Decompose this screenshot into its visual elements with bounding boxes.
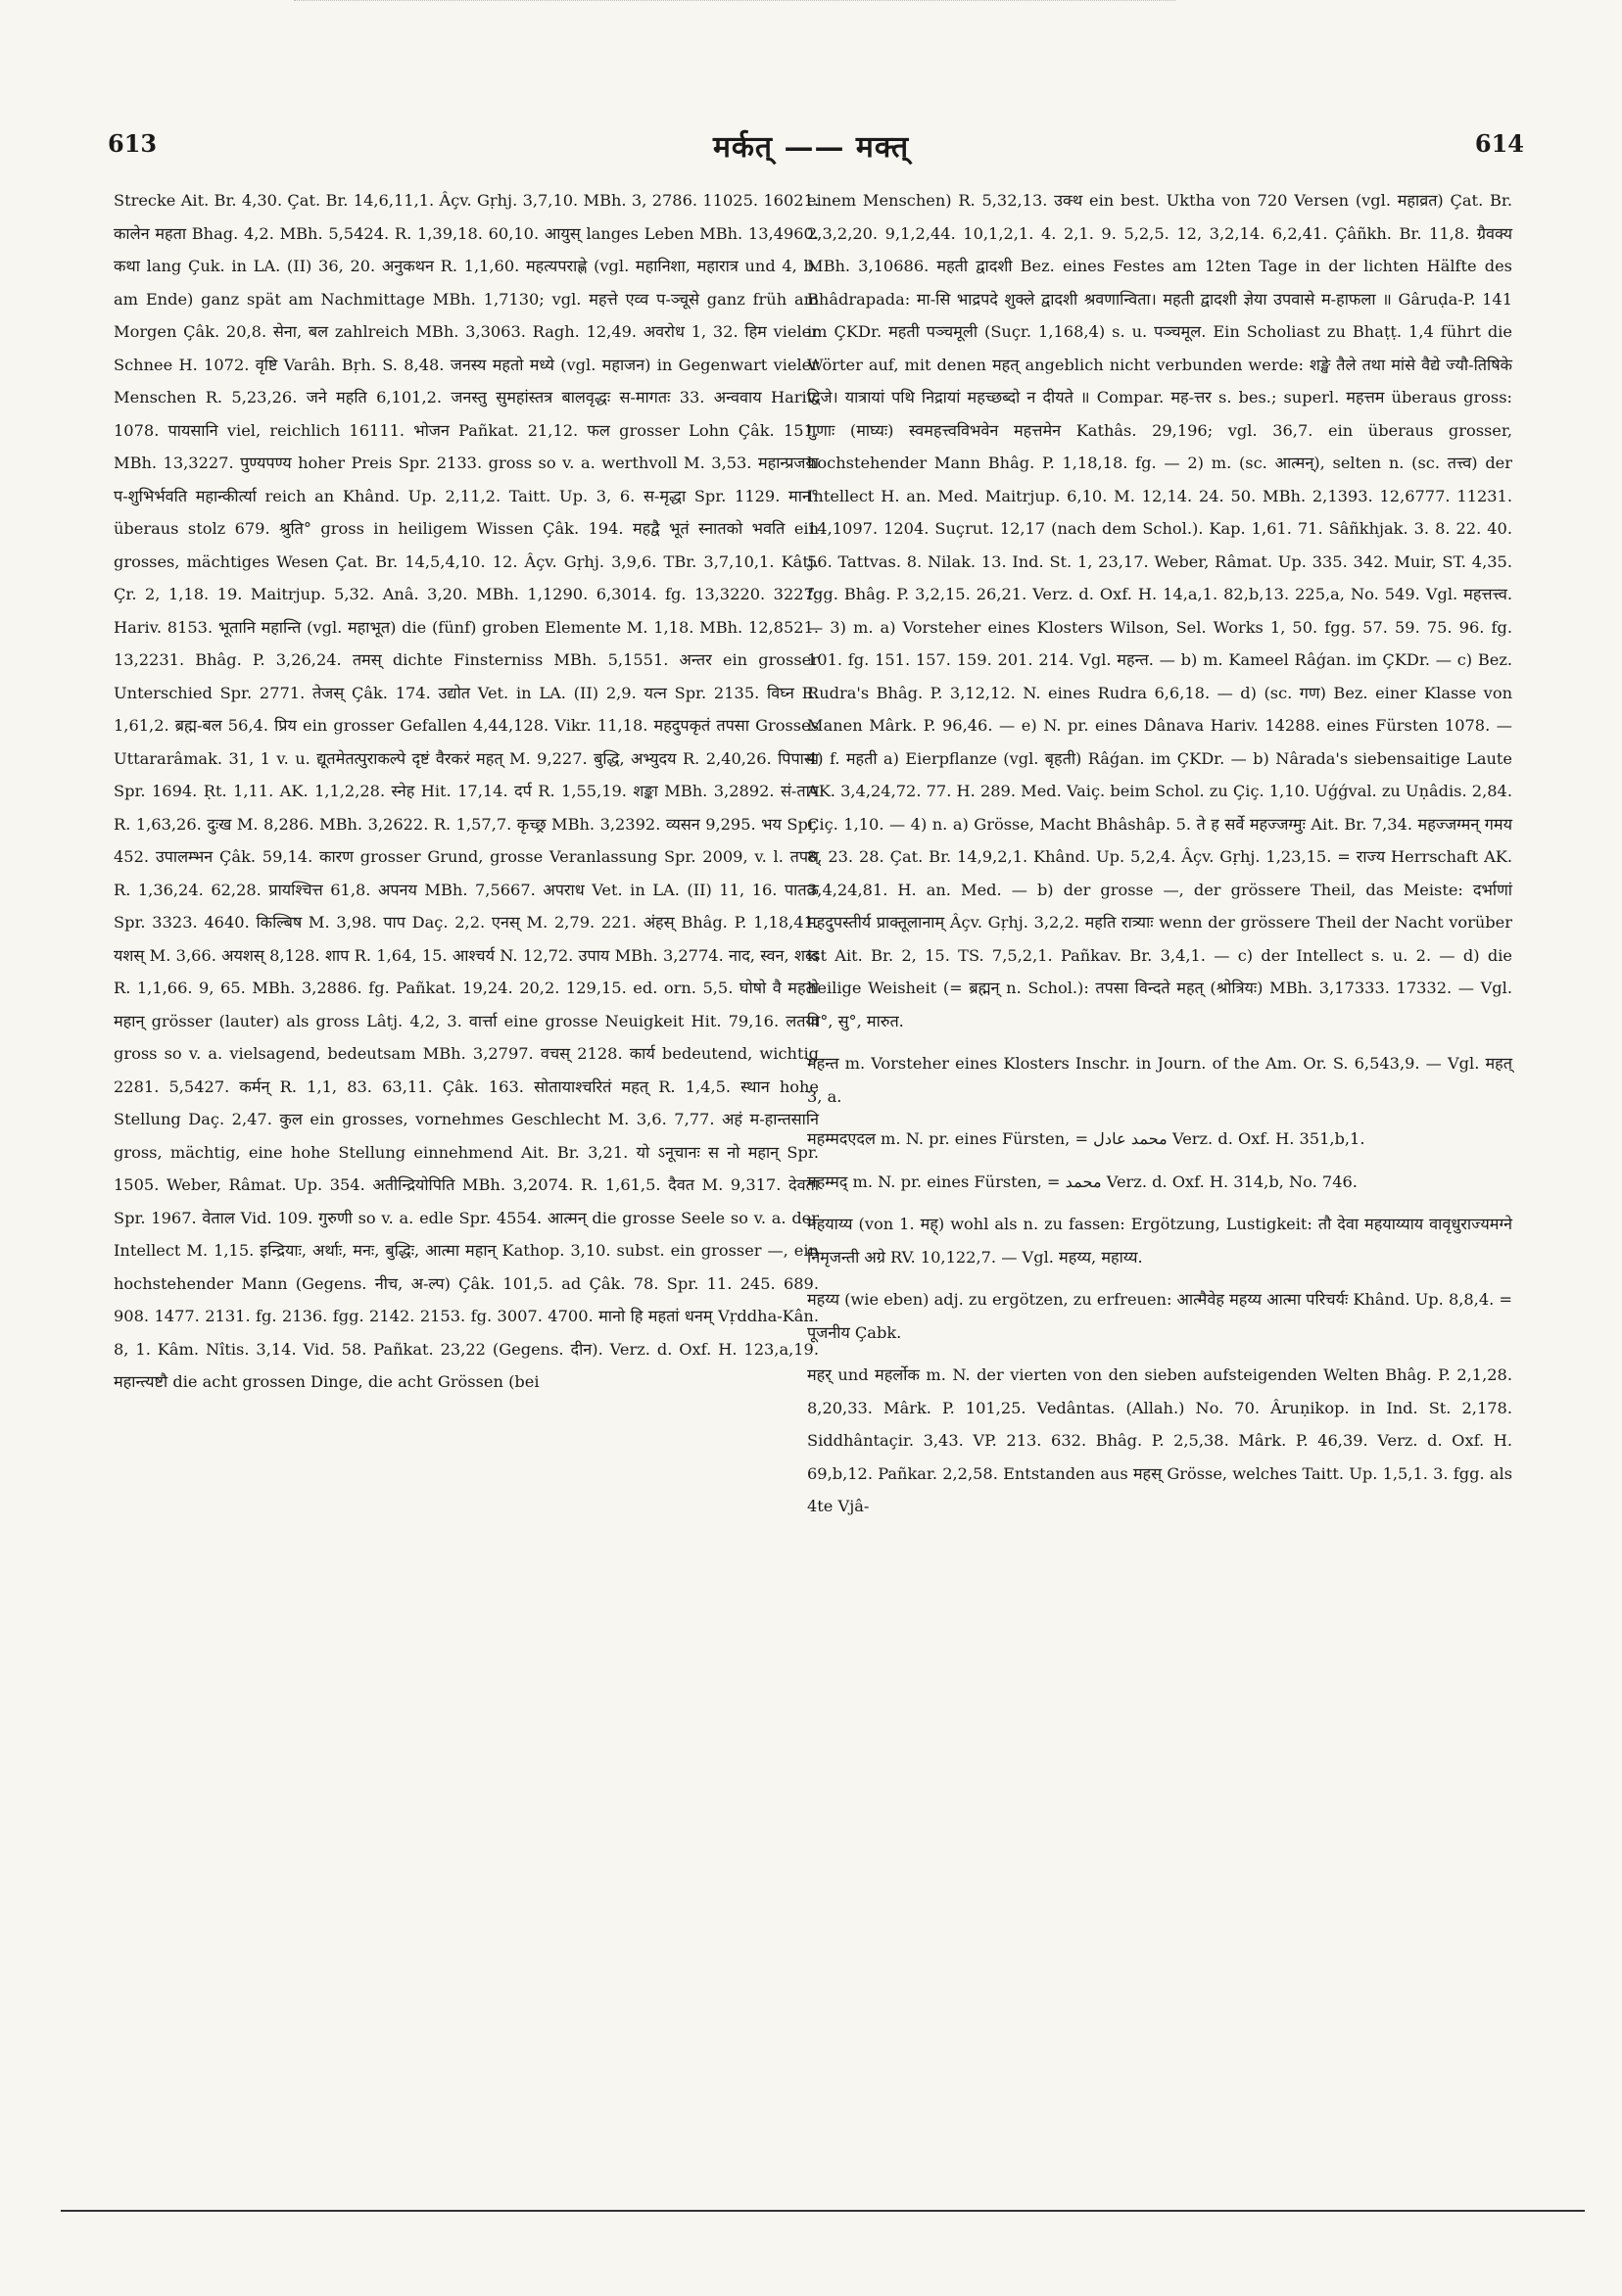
entry-mahanta: महन्त m. Vorsteher eines Klosters Inschr. in Journ. of the Am. Or. S. 6,543,9. — Vgl. महत् 3, a.: [807, 1054, 1512, 1106]
entry-mahammad: महम्मद् m. N. pr. eines Fürsten, = محمد Verz. d. Oxf. H. 314,b, No. 746.: [807, 1172, 1358, 1191]
scan-artifact: [294, 0, 1175, 11]
left-column: [114, 184, 819, 1399]
page-number-right: 614: [1474, 129, 1524, 158]
entry-text: Strecke Ait. Br. 4,30. Çat. Br. 14,6,11,1. Âçv. Gṛhj. 3,7,10. MBh. 3, 2786. 11025. 16021. कालेन महता Bhag. 4,2. MBh. 5,5424. R. 1,39,18. 60,10. आयुस् langes Leben MBh. 13,4960. कथा lang Çuk. in LA. (II) 36, 20. अनुकथन R. 1,1,60. महत्यपराह्णे (vgl. महानिशा, महारात्र und 4, b. am Ende) ganz spät am Nachmittage MBh. 1,7130; vgl. महत्ते एव्व प-ञ्चूसे ganz früh am Morgen Çâk. 20,8. सेना, बल zahlreich MBh. 3,3063. Ragh. 12,49. अवरोध 1, 32. हिम vieler Schnee H. 1072. वृष्टि Varâh. Bṛh. S. 8,48. जनस्य महतो मध्ये (vgl. महाजन) in Gegenwart vieler Menschen R. 5,23,26. जने महति 6,101,2. जनस्तु सुमहांस्तत्र बालवृद्धः स-मागतः 33. अन्ववाय Hariv. 1078. पायसानि viel, reichlich 16111. भोजन Pañkat. 21,12. फल grosser Lohn Çâk. 151. MBh. 13,3227. पुण्यपण्य hoher Preis Spr. 2133. gross so v. a. werthvoll M. 3,53. महान्प्रजया प-शुभिर्भवति महान्कीर्त्या reich an Khând. Up. 2,11,2. Taitt. Up. 3, 6. स-मृद्धा Spr. 1129. मान° überaus stolz 679. श्रुति° gross in heiligem Wissen Çâk. 194. महद्वै भूतं स्नातको भवति ein grosses, mächtiges Wesen Çat. Br. 14,5,4,10. 12. Âçv. Gṛhj. 3,9,6. TBr. 3,7,10,1. Kâtj. Çr. 2, 1,18. 19. Maitrjup. 5,32. Anâ. 3,20. MBh. 1,1290. 6,3014. fg. 13,3220. 3227. Hariv. 8153. भूतानि महान्ति (vgl. महाभूत) die (fünf) groben Elemente M. 1,18. MBh. 12,8521. 13,2231. Bhâg. P. 3,26,24. तमस् dichte Finsterniss MBh. 5,1551. अन्तर ein grosser Unterschied Spr. 2771. तेजस् Çâk. 174. उद्योत Vet. in LA. (II) 2,9. यत्न Spr. 2135. विघ्न R. 1,61,2. ब्रह्म-बल 56,4. प्रिय ein grosser Gefallen 4,44,128. Vikr. 11,18. महदुपकृतं तपसा Grosses Uttararâmak. 31, 1 v. u. द्यूतमेतत्पुराकल्पे दृष्टं वैरकरं महत् M. 9,227. बुद्धि, अभ्युदय R. 2,40,26. पिपासा Spr. 1694. Ṛt. 1,11. AK. 1,1,2,28. स्नेह Hit. 17,14. दर्प R. 1,55,19. शङ्का MBh. 3,2892. सं-ताप R. 1,63,26. दुःख M. 8,286. MBh. 3,2622. R. 1,57,7. कृच्छ्र MBh. 3,2392. व्यसन 9,295. भय Spr. 452. उपालम्भन Çâk. 59,14. कारण grosser Grund, grosse Veranlassung Spr. 2009, v. l. तपस् R. 1,36,24. 62,28. प्रायश्चित्त 61,8. अपनय MBh. 7,5667. अपराध Vet. in LA. (II) 11, 16. पातक Spr. 3323. 4640. किल्बिष M. 3,98. पाप Daç. 2,2. एनस् M. 2,79. 221. अंहस् Bhâg. P. 1,18,41. यशस् M. 3,66. अयशस् 8,128. शाप R. 1,64, 15. आश्चर्य N. 12,72. उपाय MBh. 3,2774. नाद, स्वन, शब्द R. 1,1,66. 9, 65. MBh. 3,2886. fg. Pañkat. 19,24. 20,2. 129,15. ed. orn. 5,5. घोषो वै महतो महान् grösser (lauter) als gross Lâtj. 4,2, 3. वार्त्ता eine grosse Neuigkeit Hit. 79,16. लतया gross so v. a. vielsagend, bedeutsam MBh. 3,2797. वचस् 2128. कार्य bedeutend, wichtig 2281. 5,5427. कर्मन् R. 1,1, 83. 63,11. Çâk. 163. सोतायाश्चरितं महत् R. 1,4,5. स्थान hohe Stellung Daç. 2,47. कुल ein grosses, vornehmes Geschlecht M. 3,6. 7,77. अहं म-हान्तसानि gross, mächtig, eine hohe Stellung einnehmend Ait. Br. 3,21. यो ऽनूचानः स नो महान् Spr. 1505. Weber, Râmat. Up. 354. अतीन्द्रियोपिति MBh. 3,2074. R. 1,61,5. दैवत M. 9,317. देवता Spr. 1967. वेताल Vid. 109. गुरुणी so v. a. edle Spr. 4554. आत्मन् die grosse Seele so v. a. der Intellect M. 1,15. इन्द्रियाः, अर्थाः, मनः, बुद्धिः, आत्मा महान् Kathop. 3,10. subst. ein grosser —, ein hochstehender Mann (Gegens. नीच, अ-ल्प) Çâk. 101,5. ad Çâk. 78. Spr. 11. 245. 689. 908. 1477. 2131. fg. 2136. fgg. 2142. 2153. fg. 3007. 4700. मानो हि महतां धनम् Vṛddha-Kân. 8, 1. Kâm. Nîtis. 3,14. Vid. 58. Pañkat. 23,22 (Gegens. दीन). Verz. d. Oxf. H. 123,a,19. महान्त्यष्टौ die acht grossen Dinge, die acht Grössen (bei: [114, 191, 819, 1391]
entry-mahar: महर् und महर्लोक m. N. der vierten von den sieben aufsteigenden Welten Bhâg. P. 2,1,28. 8,20,33. Mârk. P. 101,25. Vedântas. (Allah.) No. 70. Âruṇikop. in Ind. St. 2,178. Siddhântaçir. 3,43. VP. 213. 632. Bhâg. P. 2,5,38. Mârk. P. 46,39. Verz. d. Oxf. H. 69,b,12. Pañkar. 2,2,58. Entstanden aus महस् Grösse, welches Taitt. Up. 1,5,1. 3. fgg. als 4te Vjâ-: [807, 1365, 1512, 1515]
page-header: [0, 125, 1622, 165]
entry-mahayya: महय्य (wie eben) adj. zu ergötzen, zu erfreuen: आत्मैवेह महय्य आत्मा परिचर्यः Khând. Up. 8,8,4. = पूजनीय Çabk.: [807, 1290, 1512, 1342]
bottom-rule: [61, 2210, 1585, 2212]
entry-mahayayya: महयाय्य (von 1. मह्) wohl als n. zu fassen: Ergötzung, Lustigkeit: तौ देवा महयाय्याय वावृधुराज्यमग्ने निमृजन्ती अग्रे RV. 10,122,7. — Vgl. महय्य, महाय्य.: [807, 1215, 1512, 1267]
entry-mahammadadal: महम्मदएदल m. N. pr. eines Fürsten, = محمد عادل Verz. d. Oxf. H. 351,b,1.: [807, 1129, 1365, 1148]
entry-text: einem Menschen) R. 5,32,13. उक्थ ein best. Uktha von 720 Versen (vgl. महाव्रत) Çat. Br. 2,3,2,20. 9,1,2,44. 10,1,2,1. 4. 2,1. 9. 5,2,5. 12, 3,2,14. 6,2,41. Çâñkh. Br. 11,8. ग्रैवक्य MBh. 3,10686. महती द्वादशी Bez. eines Festes am 12ten Tage in der lichten Hälfte des Bhâdrapada: मा-सि भाद्रपदे शुक्ले द्वादशी श्रवणान्विता। महती द्वादशी ज्ञेया उपवासे म-हाफला ॥ Gâruḍa-P. 141 im ÇKDr. महती पञ्चमूली (Suçr. 1,168,4) s. u. पञ्चमूल. Ein Scholiast zu Bhaṭṭ. 1,4 führt die Wörter auf, mit denen महत् angeblich nicht verbunden werde: शङ्खे तैले तथा मांसे वैद्ये ज्यौ-तिषिके द्विजे। यात्रायां पथि निद्रायां महच्छब्दो न दीयते ॥ Compar. मह-त्तर s. bes.; superl. महत्तम überaus gross: गुणाः (माघ्यः) स्वमहत्त्वविभवेन महत्तमेन Kathâs. 29,196; vgl. 36,7. ein überaus grosser, hochstehender Mann Bhâg. P. 1,18,18. fg. — 2) m. (sc. आत्मन्), selten n. (sc. तत्त्व) der Intellect H. an. Med. Maitrjup. 6,10. M. 12,14. 24. 50. MBh. 2,1393. 12,6777. 11231. 14,1097. 1204. Suçrut. 12,17 (nach dem Schol.). Kap. 1,61. 71. Sâñkhjak. 3. 8. 22. 40. 56. Tattvas. 8. Nilak. 13. Ind. St. 1, 23,17. Weber, Râmat. Up. 335. 342. Muir, ST. 4,35. fgg. Bhâg. P. 3,2,15. 26,21. Verz. d. Oxf. H. 14,a,1. 82,b,13. 225,a, No. 549. Vgl. महत्तत्त्व. — 3) m. a) Vorsteher eines Klosters Wilson, Sel. Works 1, 50. fgg. 57. 59. 75. 96. fg. 101. fg. 151. 157. 159. 201. 214. Vgl. महन्त. — b) m. Kameel Râǵan. im ÇKDr. — c) Bez. Rudra's Bhâg. P. 3,12,12. N. eines Rudra 6,6,18. — d) (sc. गण) Bez. einer Klasse von Manen Mârk. P. 96,46. — e) N. pr. eines Dânava Hariv. 14288. eines Fürsten 1078. — 4) f. महती a) Eierpflanze (vgl. बृहती) Râǵan. im ÇKDr. — b) Nârada's siebensaitige Laute AK. 3,4,24,72. 77. H. 289. Med. Vaiç. beim Schol. zu Çiç. 1,10. Uǵǵval. zu Uṇâdis. 2,84. Çiç. 1,10. — 4) n. a) Grösse, Macht Bhâshâp. 5. ते ह सर्वे महज्जग्मुः Ait. Br. 7,34. महज्जग्मन् गमय 8, 23. 28. Çat. Br. 14,9,2,1. Khând. Up. 5,2,4. Âçv. Gṛhj. 1,23,15. = राज्य Herrschaft AK. 3,4,24,81. H. an. Med. — b) der grosse —, der grössere Theil, das Meiste: दर्भाणां महदुपस्तीर्य प्राक्तूलानाम् Âçv. Gṛhj. 3,2,2. महति रात्र्याः wenn der grössere Theil der Nacht vorüber ist Ait. Br. 2, 15. TS. 7,5,2,1. Pañkav. Br. 3,4,1. — c) der Intellect s. u. 2. — d) die heilige Weisheit (= ब्रह्मन् n. Schol.): तपसा विन्दते महत् (श्रोत्रियः) MBh. 3,17333. 17332. — Vgl. वि°, सु°, मारुत.: [807, 191, 1512, 1030]
page-number-left: 613: [108, 129, 158, 158]
right-column: [807, 184, 1512, 1523]
running-title: मर्कत् —— मक्त्: [712, 130, 910, 165]
